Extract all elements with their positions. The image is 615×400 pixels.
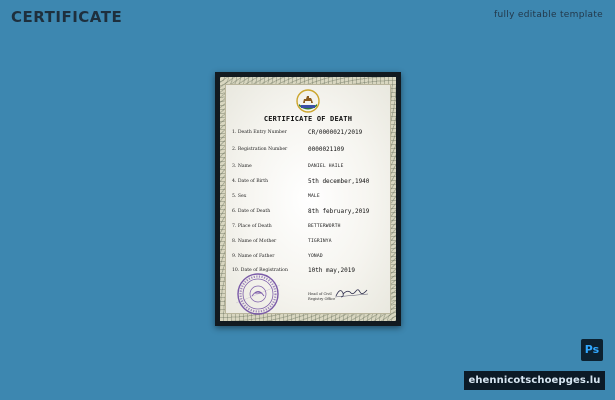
- banner-title: CERTIFICATE: [11, 8, 123, 26]
- field-label: 8. Name of Mother: [232, 239, 277, 244]
- field-value: 0000021109: [308, 146, 345, 153]
- photoshop-icon: Ps: [581, 339, 603, 361]
- field-value: TIGRINYA: [308, 239, 332, 244]
- field-sex: [232, 194, 386, 204]
- field-name-of-mother: [232, 239, 386, 249]
- field-registration-number: [232, 147, 386, 157]
- signature-label-line: Head of Civil: [308, 292, 332, 296]
- field-name-of-father: [232, 254, 386, 264]
- signature-label: [308, 292, 335, 301]
- field-place-of-death: [232, 224, 386, 234]
- watermark-badge: ehennicotschoepges.lu: [464, 371, 605, 390]
- field-value: 8th february,2019: [308, 208, 370, 215]
- field-label: 1. Death Entry Number: [232, 130, 287, 135]
- field-value: DANIEL HAILE: [308, 164, 344, 169]
- banner-subtitle: fully editable template: [494, 10, 603, 20]
- field-date-of-death: [232, 209, 386, 219]
- field-label: 4. Date of Birth: [232, 179, 269, 184]
- national-emblem-icon: [296, 89, 320, 113]
- certificate-paper: [225, 84, 391, 314]
- field-date-of-birth: [232, 179, 386, 189]
- signature-label-line: Registry Office: [308, 296, 336, 301]
- field-value: CR/0000021/2019: [308, 129, 363, 136]
- field-death-entry-number: [232, 130, 386, 140]
- certificate-heading: CERTIFICATE OF DEATH: [263, 115, 353, 123]
- field-label: 7. Place of Death: [232, 224, 272, 229]
- field-label: 9. Name of Father: [232, 254, 275, 259]
- certificate-frame: [215, 72, 401, 326]
- field-label: 3. Name: [232, 164, 252, 169]
- field-label: 2. Registration Number: [232, 147, 288, 152]
- field-value: YONAD: [308, 254, 323, 259]
- field-label: 5. Sex: [232, 194, 247, 199]
- handwritten-signature-icon: [334, 285, 370, 299]
- field-label: 6. Date of Death: [232, 209, 271, 214]
- field-value: MALE: [308, 194, 320, 199]
- field-name: [232, 164, 386, 174]
- field-value: BETTERWORTH: [308, 224, 341, 229]
- field-value: 10th may,2019: [308, 267, 355, 274]
- field-value: 5th december,1940: [308, 178, 370, 185]
- official-seal-icon: [232, 269, 282, 317]
- field-label: 10. Date of Registration: [232, 268, 288, 273]
